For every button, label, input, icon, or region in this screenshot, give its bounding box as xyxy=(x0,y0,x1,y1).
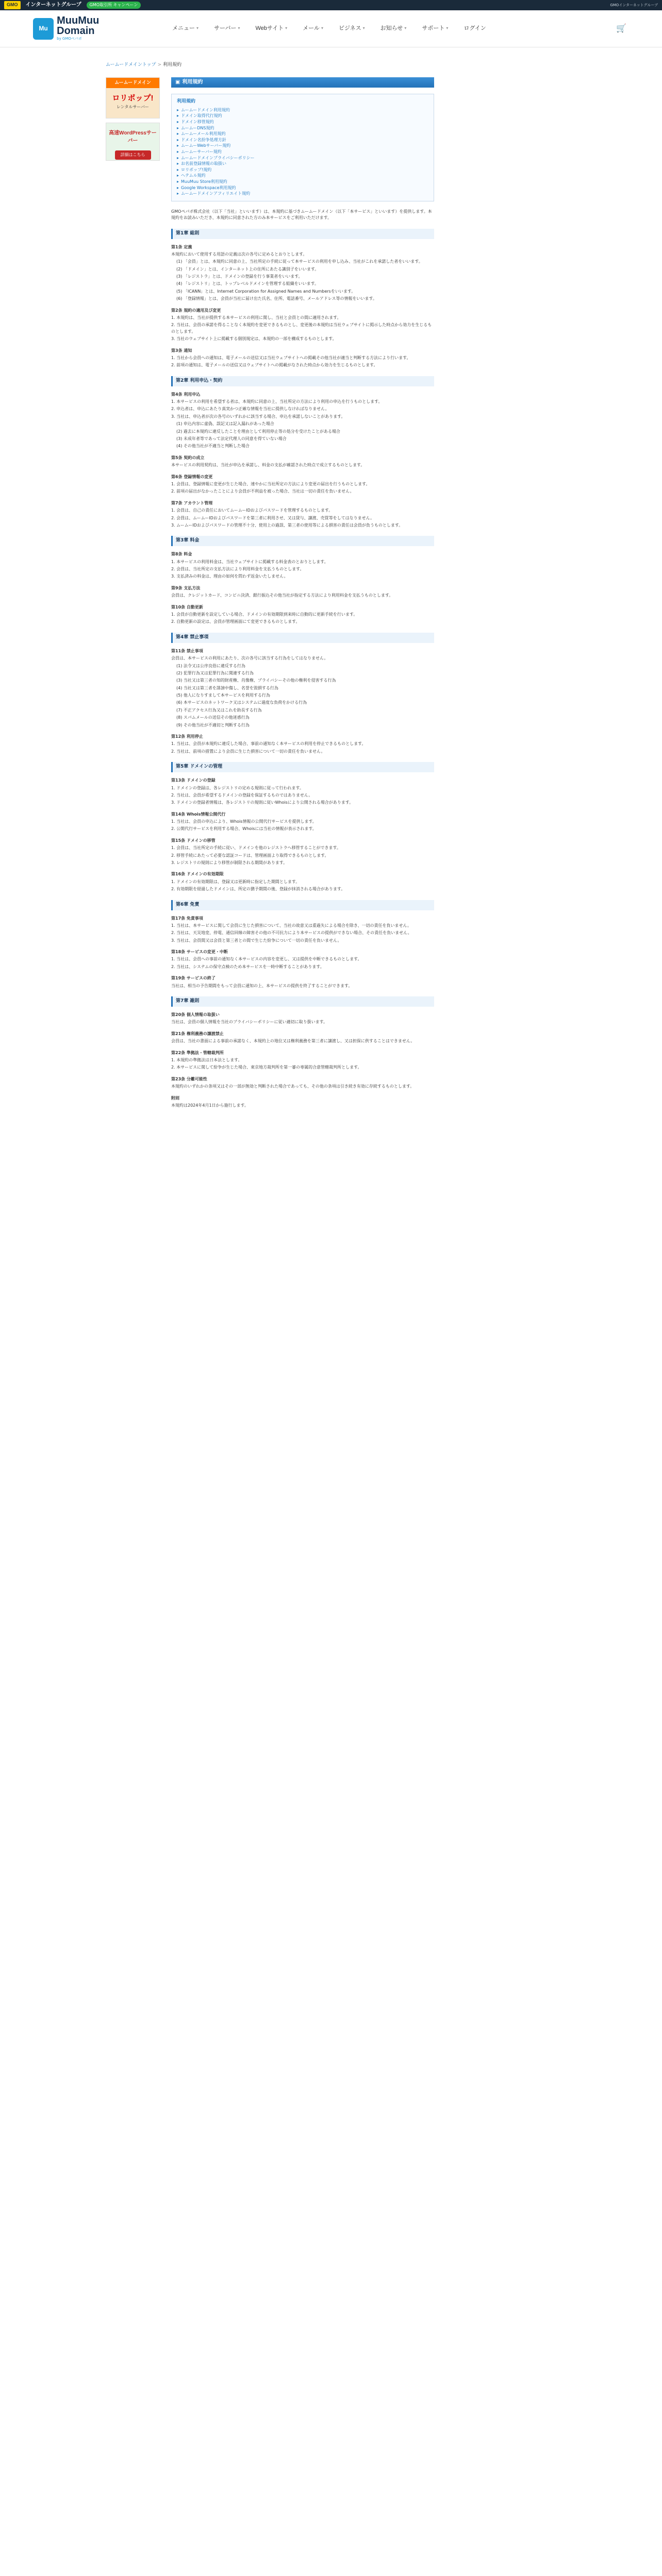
arrow-right-icon: ▸ xyxy=(177,161,179,166)
article-paragraph: (9) その他当社が不適切と判断する行為 xyxy=(176,722,250,727)
banner1-sub: レンタルサーバー xyxy=(116,105,150,110)
article-paragraph: 2. 会員は、ムームーIDおよびパスワードを第三者に利用させ、又は貸与、譲渡、売買等をしてはなりません。 xyxy=(171,515,375,520)
gmo-group-text[interactable]: インターネットグループ xyxy=(25,2,81,8)
article-paragraph: 当社は、相当の予告期間をもって会員に通知の上、本サービスの提供を終了することができます。 xyxy=(171,983,353,988)
toc-item-label: ムームーメール利用規約 xyxy=(181,131,226,137)
toc-item[interactable] xyxy=(177,119,428,125)
article-paragraph: 3. 当社は、申込者が次の各号のいずれかに該当する場合、申込を承諾しないことがあります。 xyxy=(171,414,345,419)
arrow-right-icon: ▸ xyxy=(177,167,179,172)
nav-item-label: サーバー xyxy=(214,25,237,31)
article-paragraph: 本規約のいずれかの条項又はその一部が無効と判断された場合であっても、その他の条項は引き続き有効に存続するものとします。 xyxy=(171,1084,415,1089)
article-paragraph: (8) スパムメールの送信その他迷惑行為 xyxy=(176,715,250,720)
article-paragraph: (6) 「登録情報」とは、会員が当社に届け出た氏名、住所、電話番号、メールアドレス等の情報をいいます。 xyxy=(176,296,377,301)
article-paragraph: 2. 公開代行サービスを利用する場合、Whoisには当社の情報が表示されます。 xyxy=(171,826,317,832)
article-paragraph: (1) 申込内容に虚偽、誤記又は記入漏れがあった場合 xyxy=(176,421,274,427)
article-title: 第6条 登録情報の変更 xyxy=(171,474,213,479)
article-paragraph: 3. 当社は、会員間又は会員と第三者との間で生じた紛争について一切の責任を負いません。 xyxy=(171,938,342,943)
nav-item-label: メール xyxy=(303,25,320,31)
article-paragraph: (2) 過去に本規約に違反したことを理由として利用停止等の処分を受けたことがある場合 xyxy=(176,429,340,434)
nav-item[interactable] xyxy=(255,24,287,33)
article-paragraph: 本規約は2024年4月1日から施行します。 xyxy=(171,1103,249,1108)
terms-section xyxy=(171,229,434,369)
arrow-right-icon: ▸ xyxy=(177,137,179,142)
chevron-down-icon: ▾ xyxy=(285,26,288,31)
terms-section xyxy=(171,536,434,625)
article-paragraph: 2. 会員は、当社所定の支払方法により利用料金を支払うものとします。 xyxy=(171,567,304,572)
logo-text: MuuMuu Domain xyxy=(57,15,100,37)
breadcrumb-home[interactable]: ムームードメイントップ xyxy=(106,62,156,67)
toc-item[interactable] xyxy=(177,179,428,185)
article-title: 第4条 利用申込 xyxy=(171,392,201,397)
article-paragraph: 2. 当社は、天災地変、停電、通信回線の障害その他の不可抗力により本サービスの提供ができない場合、その責任を負いません。 xyxy=(171,930,412,936)
terms-section xyxy=(171,633,434,755)
intro-text: GMOペパボ株式会社（以下「当社」といいます）は、本規約に基づきムームードメイン（以下「本サービス」といいます）を提供します。本規約をお読みいただき、本規約に同意された方のみ本サービスをご利用いただけます。 xyxy=(171,209,432,221)
banner1-title: ムームードメイン xyxy=(106,78,159,88)
toc-item-label: MuuMuu Store利用規約 xyxy=(181,179,227,184)
article-paragraph: 2. 当社は、システムの保守点検のため本サービスを一時中断することがあります。 xyxy=(171,964,324,969)
article-paragraph: (4) その他当社が不適当と判断した場合 xyxy=(176,444,250,449)
article-title: 第3条 通知 xyxy=(171,348,192,353)
article-title: 第20条 個人情報の取扱い xyxy=(171,1012,220,1017)
article-paragraph: 当社は、会員の個人情報を当社のプライバシーポリシーに従い適切に取り扱います。 xyxy=(171,1020,327,1025)
toc-list xyxy=(177,107,428,197)
main-nav xyxy=(172,24,614,33)
article-paragraph: 1. 当社は、会員の申込により、Whois情報の公開代行サービスを提供します。 xyxy=(171,819,317,824)
nav-item[interactable] xyxy=(303,24,323,33)
article-paragraph: 3. ドメインの登録者情報は、各レジストリの規則に従いWhoisにより公開される場合があります。 xyxy=(171,800,354,805)
toc-item[interactable] xyxy=(177,167,428,173)
article-paragraph: (3) 「レジストラ」とは、ドメインの登録を行う事業者をいいます。 xyxy=(176,274,303,279)
article-title: 第12条 利用停止 xyxy=(171,734,203,739)
article-paragraph: 2. 当社は、会員の承諾を得ることなく本規約を変更できるものとし、変更後の本規約は当社ウェブサイトに掲示した時点から効力を生じるものとします。 xyxy=(171,323,432,334)
article-paragraph: 1. 本サービスの利用料金は、当社ウェブサイトに掲載する料金表のとおりとします。 xyxy=(171,559,328,564)
cart-icon[interactable]: 🛒 xyxy=(616,23,626,33)
article-title: 第7条 アカウント管理 xyxy=(171,500,213,505)
banner2-main: 高速WordPressサーバー xyxy=(109,130,157,144)
nav-item-label: Webサイト xyxy=(255,25,284,31)
nav-item[interactable] xyxy=(214,24,240,33)
toc-item[interactable] xyxy=(177,173,428,179)
nav-item-label: お知らせ xyxy=(380,25,403,31)
page-body xyxy=(0,69,662,1118)
nav-item-label: ビジネス xyxy=(338,25,361,31)
article-title: 第22条 準拠法・管轄裁判所 xyxy=(171,1050,224,1055)
toc-title: 利用規約 xyxy=(177,98,196,104)
toc-item[interactable] xyxy=(177,125,428,131)
chevron-down-icon: ▾ xyxy=(404,26,407,31)
breadcrumb-separator: > xyxy=(157,62,162,67)
toc-item-label: ドメイン取得代行規約 xyxy=(181,113,222,118)
arrow-right-icon: ▸ xyxy=(177,155,179,160)
arrow-right-icon: ▸ xyxy=(177,120,179,125)
article-paragraph: 2. 当社は、前項の措置により会員に生じた損害について一切の責任を負いません。 xyxy=(171,749,325,754)
article-paragraph: (5) 他人になりすまして本サービスを利用する行為 xyxy=(176,693,270,698)
article-paragraph: (5) 「ICANN」とは、Internet Corporation for Assigned Names and Numbersをいいます。 xyxy=(176,289,356,294)
toc-item[interactable] xyxy=(177,143,428,149)
article-title: 第21条 権利義務の譲渡禁止 xyxy=(171,1031,224,1036)
article-paragraph: (3) 未成年者等であって法定代理人の同意を得ていない場合 xyxy=(176,436,287,442)
banner2-button[interactable]: 詳細はこちら xyxy=(115,150,151,160)
section-heading: 第6章 免責 xyxy=(171,900,434,910)
article-paragraph: (6) 本サービスのネットワーク又はシステムに過度な負荷をかける行為 xyxy=(176,700,307,705)
nav-item[interactable] xyxy=(380,24,407,33)
article-paragraph: 2. 有効期限を経過したドメインは、所定の猶予期間の後、登録が抹消される場合があります。 xyxy=(171,887,345,892)
article-title: 第8条 料金 xyxy=(171,552,192,557)
toc-item-label: Google Workspace利用規約 xyxy=(181,185,236,190)
article-paragraph: 1. 会員は、当社所定の手続に従い、ドメインを他のレジストラへ移管することができます。 xyxy=(171,845,341,851)
toc-item-label: ムームードメインプライバシーポリシー xyxy=(181,155,255,160)
section-heading: 第5章 ドメインの管理 xyxy=(171,762,434,772)
article-paragraph: 会員は、本サービスの利用にあたり、次の各号に該当する行為をしてはなりません。 xyxy=(171,656,328,661)
table-of-contents xyxy=(171,94,434,201)
article-title: 第16条 ドメインの有効期限 xyxy=(171,872,224,877)
toc-item[interactable] xyxy=(177,161,428,167)
article-title: 第9条 支払方法 xyxy=(171,585,201,590)
nav-item[interactable] xyxy=(422,24,448,33)
page-title: 利用規約 xyxy=(182,79,203,86)
article-paragraph: 1. ドメインの有効期限は、登録又は更新時に指定した期間とします。 xyxy=(171,879,300,884)
article-paragraph: 1. 当社は、会員が本規約に違反した場合、事前の通知なく本サービスの利用を停止できるものとします。 xyxy=(171,741,366,747)
arrow-right-icon: ▸ xyxy=(177,173,179,178)
article-paragraph: 3. 当社のウェブサイト上に掲載する個別規定は、本規約の一部を構成するものとします。 xyxy=(171,336,337,342)
article-title: 第11条 禁止事項 xyxy=(171,648,203,653)
article-title: 第5条 契約の成立 xyxy=(171,455,205,460)
sidebar xyxy=(106,77,160,1118)
article-paragraph: 1. 会員は、自己の責任においてムームーIDおよびパスワードを管理するものとします。 xyxy=(171,508,333,513)
toc-item[interactable] xyxy=(177,149,428,155)
toc-item-label: ヘテムル規約 xyxy=(181,173,206,178)
section-heading: 第1章 総則 xyxy=(171,229,434,239)
global-topbar xyxy=(0,0,662,10)
chevron-down-icon: ▾ xyxy=(321,26,323,31)
article-paragraph: 1. 会員は、登録情報に変更が生じた場合、速やかに当社所定の方法により変更の届出を行うものとします。 xyxy=(171,481,370,486)
article-paragraph: 1. 当社から会員への通知は、電子メールの送信又は当社ウェブサイトへの掲載その他当社が適当と判断する方法により行います。 xyxy=(171,355,411,360)
article-paragraph: 1. 会員が自動更新を設定している場合、ドメインの有効期限到来時に自動的に更新手続を行います。 xyxy=(171,612,358,617)
article-title: 第13条 ドメインの登録 xyxy=(171,778,216,783)
section-heading: 第4章 禁止事項 xyxy=(171,633,434,643)
article-title: 第17条 免責事項 xyxy=(171,916,203,921)
arrow-right-icon: ▸ xyxy=(177,125,179,130)
article-title: 第1条 定義 xyxy=(171,244,192,249)
arrow-right-icon: ▸ xyxy=(177,191,179,196)
article-title: 附則 xyxy=(171,1095,179,1100)
toc-item[interactable] xyxy=(177,191,428,197)
toc-item[interactable] xyxy=(177,113,428,119)
article-paragraph: 2. 前項の通知は、電子メールの送信又はウェブサイトへの掲載がなされた時点から効力を生じるものとします。 xyxy=(171,363,378,368)
section-heading: 第7章 雑則 xyxy=(171,996,434,1007)
article-paragraph: 2. 申込者は、申込にあたり真実かつ正確な情報を当社に提供しなければなりません。 xyxy=(171,406,329,412)
chevron-down-icon: ▾ xyxy=(446,26,449,31)
gmo-badge[interactable]: GMO xyxy=(4,1,21,9)
article-paragraph: (2) 犯罪行為又は犯罪行為に関連する行為 xyxy=(176,670,254,675)
logo-mark-icon: Mu xyxy=(33,18,54,40)
toc-item-label: ムームーサーバー規約 xyxy=(181,149,222,155)
article-title: 第23条 分離可能性 xyxy=(171,1076,207,1081)
toc-item-label: ムームーDNS規約 xyxy=(181,125,214,130)
main-content xyxy=(171,77,434,1118)
article-paragraph: 1. 本規約の準拠法は日本法とします。 xyxy=(171,1057,242,1062)
nav-item[interactable] xyxy=(464,24,486,33)
campaign-pill[interactable]: GMO取引所 キャンペーン xyxy=(87,2,141,9)
terms-section xyxy=(171,376,434,529)
banner1-main: ロリポップ! xyxy=(112,93,154,103)
article-paragraph: 1. 本サービスの利用を希望する者は、本規約に同意の上、当社所定の方法により利用の申込を行うものとします。 xyxy=(171,399,383,404)
doc-icon: ▣ xyxy=(175,79,180,86)
nav-item-label: メニュー xyxy=(172,25,195,31)
wordpress-banner[interactable] xyxy=(106,123,160,161)
article-paragraph: (2) 「ドメイン」とは、インターネット上の住所にあたる識別子をいいます。 xyxy=(176,266,319,272)
terms-section xyxy=(171,762,434,892)
article-paragraph: 本規約において使用する用語の定義は次の各号に定めるとおりとします。 xyxy=(171,251,307,257)
breadcrumb-current: 利用規約 xyxy=(163,62,182,67)
article-paragraph: 会員は、当社の書面による事前の承諾なく、本規約上の地位又は権利義務を第三者に譲渡し、又は担保に供することはできません。 xyxy=(171,1039,415,1044)
article-paragraph: (4) 当社又は第三者を誹謗中傷し、名誉を毀損する行為 xyxy=(176,685,278,690)
article-paragraph: 2. 自動更新の設定は、会員が管理画面にて変更できるものとします。 xyxy=(171,619,300,624)
lolipop-banner[interactable] xyxy=(106,77,160,118)
nav-item-label: サポート xyxy=(422,25,445,31)
arrow-right-icon: ▸ xyxy=(177,149,179,155)
article-paragraph: 1. 当社は、会員への事前の通知なく本サービスの内容を変更し、又は提供を中断できるものとします。 xyxy=(171,957,362,962)
page-title-bar xyxy=(171,77,434,88)
article-paragraph: (3) 当社又は第三者の知的財産権、肖像権、プライバシーその他の権利を侵害する行為 xyxy=(176,678,336,683)
nav-item[interactable] xyxy=(339,24,365,33)
article-title: 第15条 ドメインの移管 xyxy=(171,838,216,843)
terms-sections xyxy=(171,229,434,1109)
article-paragraph: 2. 本サービスに関して紛争が生じた場合、東京地方裁判所を第一審の専属的合意管轄裁判所とします。 xyxy=(171,1065,362,1070)
breadcrumb xyxy=(0,47,662,69)
toc-item-label: お名前登録情報の取扱い xyxy=(181,161,227,166)
arrow-right-icon: ▸ xyxy=(177,179,179,184)
article-title: 第19条 サービスの終了 xyxy=(171,976,216,981)
arrow-right-icon: ▸ xyxy=(177,185,179,190)
toc-item[interactable] xyxy=(177,131,428,137)
article-paragraph: 1. 本規約は、当社が提供する本サービスの利用に関し、当社と会員との間に適用されます。 xyxy=(171,315,341,320)
arrow-right-icon: ▸ xyxy=(177,143,179,148)
arrow-right-icon: ▸ xyxy=(177,131,179,137)
site-header xyxy=(0,10,662,47)
article-title: 第14条 Whois情報公開代行 xyxy=(171,811,226,817)
nav-item[interactable] xyxy=(172,24,198,33)
terms-section xyxy=(171,900,434,989)
section-heading: 第3章 料金 xyxy=(171,536,434,546)
arrow-right-icon: ▸ xyxy=(177,113,179,118)
chevron-down-icon: ▾ xyxy=(238,26,240,31)
toc-item-label: ムームードメインアフィリエイト規約 xyxy=(181,191,251,196)
toc-item-label: ムームードメイン利用規約 xyxy=(181,107,230,112)
article-paragraph: 1. 当社は、本サービスに関して会員に生じた損害について、当社の故意又は重過失による場合を除き、一切の責任を負いません。 xyxy=(171,923,412,928)
article-paragraph: 2. 当社は、会員が希望するドメインの登録を保証するものではありません。 xyxy=(171,792,313,798)
toc-item[interactable] xyxy=(177,137,428,143)
toc-item-label: ドメイン移管規約 xyxy=(181,120,214,125)
article-paragraph: 3. 支払済みの料金は、理由の如何を問わず返金いたしません。 xyxy=(171,574,288,579)
toc-item[interactable] xyxy=(177,107,428,113)
chevron-down-icon: ▾ xyxy=(196,26,199,31)
article-paragraph: (1) 法令又は公序良俗に違反する行為 xyxy=(176,663,245,668)
terms-section xyxy=(171,996,434,1109)
article-paragraph: 2. 前項の届出がなかったことにより会員が不利益を被った場合、当社は一切の責任を負いません。 xyxy=(171,489,354,494)
nav-item-label: ログイン xyxy=(464,25,486,31)
toc-item-label: ムームーWebサーバー規約 xyxy=(181,143,231,148)
toc-item[interactable] xyxy=(177,185,428,191)
article-paragraph: 2. 移管手続にあたって必要な認証コードは、管理画面より取得できるものとします。 xyxy=(171,853,329,858)
article-paragraph: 1. ドメインの登録は、各レジストリの定める規則に従って行われます。 xyxy=(171,785,304,790)
article-paragraph: 本サービスの利用契約は、当社が申込を承諾し、料金の支払が確認された時点で成立するものとします。 xyxy=(171,463,365,468)
article-paragraph: 3. レジストリの規則により移管が制限される期間があります。 xyxy=(171,860,288,866)
arrow-right-icon: ▸ xyxy=(177,107,179,112)
chevron-down-icon: ▾ xyxy=(362,26,365,31)
end-spacer xyxy=(171,1110,434,1118)
logo-subtext: by GMOペパボ xyxy=(57,37,82,41)
article-paragraph: (7) 不正アクセス行為又はこれを助長する行為 xyxy=(176,707,262,713)
section-heading: 第2章 利用申込・契約 xyxy=(171,376,434,386)
article-paragraph: (4) 「レジストリ」とは、トップレベルドメインを管理する組織をいいます。 xyxy=(176,281,319,286)
topbar-right-info[interactable]: GMOインターネットグループ xyxy=(610,3,658,7)
site-logo[interactable] xyxy=(33,15,136,42)
article-title: 第18条 サービスの変更・中断 xyxy=(171,950,228,955)
article-paragraph: 会員は、クレジットカード、コンビニ決済、銀行振込その他当社が指定する方法により利用料金を支払うものとします。 xyxy=(171,593,393,598)
article-title: 第2条 規約の適用及び変更 xyxy=(171,308,221,313)
toc-item[interactable] xyxy=(177,155,428,161)
toc-item-label: ロリポップ!規約 xyxy=(181,167,212,172)
toc-item-label: ドメイン名紛争処理方針 xyxy=(181,137,226,142)
article-paragraph: 3. ムームーIDおよびパスワードの管理不十分、使用上の過誤、第三者の使用等による損害の責任は会員が負うものとします。 xyxy=(171,522,403,528)
article-title: 第10条 自動更新 xyxy=(171,604,203,609)
article-paragraph: (1) 「会員」とは、本規約に同意の上、当社所定の手続に従って本サービスの利用を申し込み、当社がこれを承諾した者をいいます。 xyxy=(176,259,423,264)
